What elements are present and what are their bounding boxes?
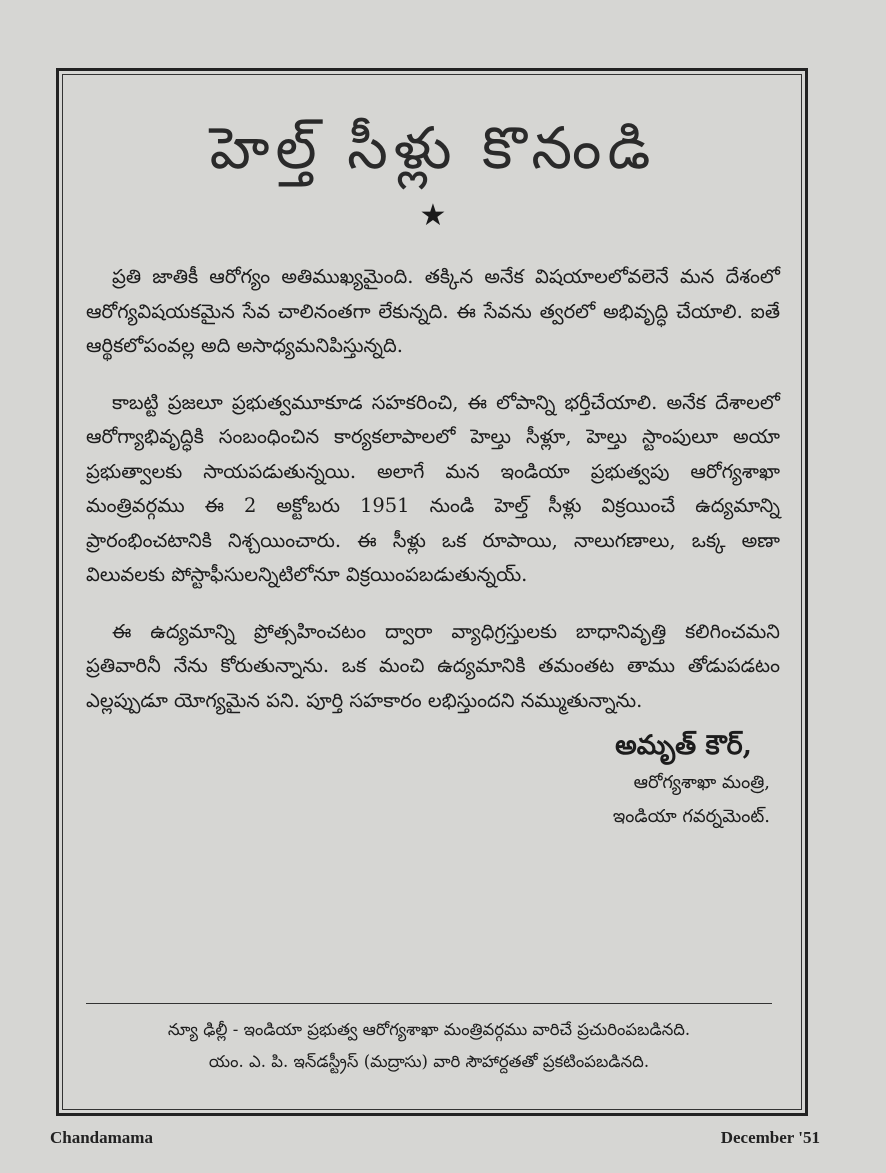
star-icon: ★ [419,198,447,233]
signature-name: అమృత్ కౌర్, [615,730,752,761]
page-title: హెల్త్ సీళ్లు కొనండి [209,114,657,182]
publisher-note-line-1: న్యూ ఢిల్లీ - ఇండియా ప్రభుత్వ ఆరోగ్యశాఖా మంత్రివర్గము వారిచే ప్రచురింపబడినది. [167,1020,691,1039]
paragraph-2: కాబట్టి ప్రజలూ ప్రభుత్వమూకూడ సహకరించి, ఈ లోపాన్ని భర్తీచేయాలి. అనేక దేశాలలో ఆరోగ్యాభివృద్ధికి సంబంధించిన కార్యకలాపాలలో హెల్తు సీళ్లూ, హెల్తు స్టాంపులూ అయా ప్రభుత్వాలకు సాయపడుతున్నయి. అలాగే మన ఇండియా ప్రభుత్వపు ఆరోగ్యశాఖా మంత్రివర్గము ఈ 2 అక్టోబరు 1951 నుండి హెల్త్ సీళ్లు విక్రయించే ఉద్యమాన్ని ప్రారంభించటానికి నిశ్చయించారు. ఈ సీళ్లు ఒక రూపాయి, నాలుగణాలు, ఒక్క అణా విలువలకు పోస్టాఫీసులన్నిటిలోనూ విక్రయింపబడుతున్నయ్. [86,390,780,586]
publisher-note [86,1014,772,1078]
signature-office: ఇండియా గవర్నమెంట్. [612,806,770,827]
paragraph-1: ప్రతి జాతికీ ఆరోగ్యం అతిముఖ్యమైంది. తక్కిన అనేక విషయాలలోవలెనే మన దేశంలో ఆరోగ్యవిషయకమైన సేవ చాలినంతగా లేకున్నది. ఈ సేవను త్వరలో అభివృద్ధి చేయాలి. ఐతే ఆర్థికలోపంవల్ల అది అసాధ్యమనిపిస్తున్నది. [86,265,780,357]
magazine-name: Chandamama [50,1128,153,1147]
advertisement-content [86,90,780,1100]
issue-date: December '51 [720,1128,820,1147]
page-footer [50,1122,820,1150]
paragraph-3: ఈ ఉద్యమాన్ని ప్రోత్సహించటం ద్వారా వ్యాధిగ్రస్తులకు బాధానివృత్తి కలిగించమని ప్రతివారినీ నేను కోరుతున్నాను. ఒక మంచి ఉద్యమానికి తమంతట తాము తోడుపడటం ఎల్లప్పుడూ యోగ్యమైన పని. పూర్తి సహకారం లభిస్తుందని నమ్ముతున్నాను. [86,619,780,712]
footer-divider [86,1003,772,1004]
publisher-note-line-2: యం. ఎ. పి. ఇన్‌డస్ట్రీస్ (మద్రాసు) వారి సౌహార్దతతో ప్రకటింపబడినది. [208,1052,650,1071]
signature-designation: ఆరోగ్యశాఖా మంత్రి, [633,772,770,793]
